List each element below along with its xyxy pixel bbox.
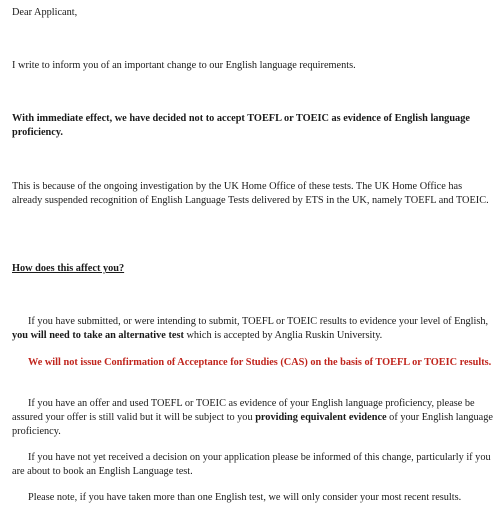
alternative-test-text-start: If you have submitted, or were intending to submit, TOEFL or TOEIC results to evidence your level of English, [28,316,489,327]
alternative-test-emphasis: you will need to take an alternative test [12,330,184,341]
offer-paragraph [12,397,494,439]
section-heading: How does this affect you? [12,263,125,274]
salutation: Dear Applicant, [12,7,78,18]
offer-emphasis: providing equivalent evidence [255,412,387,423]
offer-text-end: of your English language proficiency. [12,412,493,437]
intro-paragraph: I write to inform you of an important change to our English language requirements. [12,60,356,71]
announcement-paragraph: With immediate effect, we have decided not to accept TOEFL or TOEIC as evidence of English language proficiency. [12,113,470,138]
reason-paragraph: This is because of the ongoing investigation by the UK Home Office of these tests. The UK Home Office has already suspended recognition of English Language Tests delivered by ETS in the UK, namely TOEFL and TOEIC. [12,181,489,206]
multiple-tests-paragraph: Please note, if you have taken more than one English test, we will only consider your most recent results. [28,492,462,503]
cas-notice: We will not issue Confirmation of Acceptance for Studies (CAS) on the basis of TOEFL or TOEIC results. [28,357,492,368]
offer-text-start: If you have an offer and used TOEFL or TOEIC as evidence of your English language proficiency, please be assured your offer is still valid but it will be subject to you [12,398,475,423]
alternative-test-text-end: which is accepted by Anglia Ruskin University. [183,330,383,341]
alternative-test-paragraph [12,315,494,343]
decision-paragraph: If you have not yet received a decision on your application please be informed of this change, particularly if you are about to book an English Language test. [12,452,491,477]
